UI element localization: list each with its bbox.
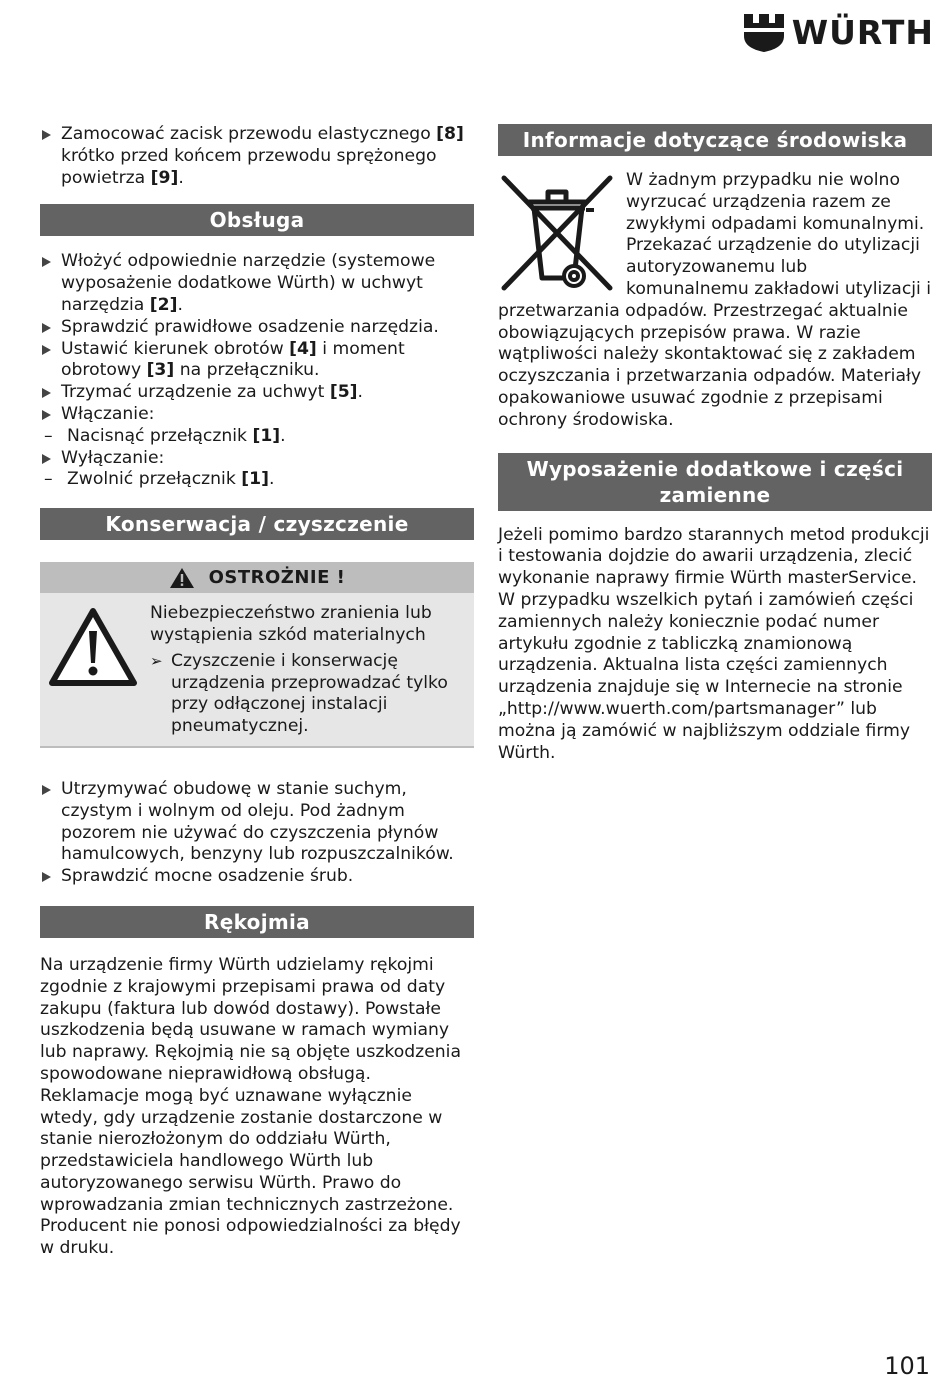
wyposazenie-text: Jeżeli pomimo bardzo starannych metod produkcji i testowania dojdzie do awarii urządzenia, zlecić wykonanie naprawy firmie Würth masterService. W przypadku wszelkich pytań i zamówień części zamiennych należy koniecznie podać numer artykułu zgodnie z tabliczką znamionową urządzenia. Aktualna lista części zamiennych urządzenia znajduje się w Internecie na stronie „http://www.wuerth.com/partsmanager” lub można ją zamówić w najbliższym oddziale firmy Würth. <box>498 524 930 763</box>
warning-triangle-small-icon <box>169 567 195 589</box>
warning-box <box>40 562 474 748</box>
list-item: Wyłączanie: <box>40 448 474 470</box>
warning-sub-item: ➢ Czyszczenie i konserwację urządzenia przeprowadzać tylko przy odłączonej instalacji pneumatycznej. <box>150 651 468 738</box>
environment-text: W żadnym przypadku nie wolno wyrzucać urządzenia razem ze zwykłymi odpadami komunalnymi. Przekazać urządzenie do utylizacji autoryzowanemu lub komunalnemu zakładowi utylizacji i przetwarzania odpadów. Przestrzegać aktualnie obowiązujących przepisów prawa. W razie wątpliwości należy skontaktować się z zakładem oczyszczania i przetwarzania odpadów. Materiały opakowaniowe usuwać zgodnie z przepisami ochrony środowiska. <box>498 170 932 430</box>
brand-name: WÜRTH <box>791 12 934 52</box>
left-column <box>40 124 474 1260</box>
list-item: – Nacisnąć przełącznik [1]. <box>40 426 474 448</box>
warning-content <box>150 603 468 738</box>
rekojmia-paragraph-2: Producent nie ponosi odpowiedzialności za błędy w druku. <box>40 1216 461 1259</box>
section-heading-obsluga: Obsługa <box>40 204 474 236</box>
list-item: Sprawdzić mocne osadzenie śrub. <box>40 866 474 888</box>
section-heading-srodowisko: Informacje dotyczące środowiska <box>498 124 932 156</box>
section-heading-wyposazenie: Wyposażenie dodatkowe i części zamienne <box>498 453 932 511</box>
intro-list <box>40 124 474 189</box>
warning-title-bar <box>40 562 474 593</box>
list-item: Sprawdzić prawidłowe osadzenie narzędzia. <box>40 317 474 339</box>
list-item: – Zwolnić przełącznik [1]. <box>40 469 474 491</box>
warning-body <box>40 593 474 746</box>
warning-text: Niebezpieczeństwo zranienia lub wystąpienia szkód materialnych <box>150 603 432 645</box>
wurth-emblem-icon <box>744 12 784 52</box>
list-item: Utrzymywać obudowę w stanie suchym, czystym i wolnym od oleju. Pod żadnym pozorem nie używać do czyszczenia płynów hamulcowych, benzyny lub rozpuszczalników. <box>40 779 474 866</box>
konserwacja-list <box>40 779 474 888</box>
rekojmia-paragraph: Na urządzenie firmy Würth udzielamy rękojmi zgodnie z krajowymi przepisami prawa od daty zakupu (faktura lub dowód dostawy). Powstałe uszkodzenia będą usuwane w ramach wymiany lub naprawy. Rękojmią nie są objęte uszkodzenia spowodowane nieprawidłową obsługą. Reklamacje mogą być uznawane wyłącznie wtedy, gdy urządzenie zostanie dostarczone w stanie nierozłożonym do oddziału Würth, przedstawiciela handlowego Würth lub autoryzowanego serwisu Würth. Prawo do wprowadzania zmian technicznych zastrzeżone. <box>40 954 461 1215</box>
list-item: Włożyć odpowiednie narzędzie (systemowe wyposażenie dodatkowe Würth) w uchwyt narzędzia [2]. <box>40 251 474 316</box>
environment-block <box>498 170 932 432</box>
list-item: Trzymać urządzenie za uchwyt [5]. <box>40 382 474 404</box>
section-heading-konserwacja: Konserwacja / czyszczenie <box>40 508 474 540</box>
warning-icon-container <box>48 603 140 738</box>
list-item: Włączanie: <box>40 404 474 426</box>
warning-triangle-icon <box>48 607 138 687</box>
list-item: Ustawić kierunek obrotów [4] i moment obrotowy [3] na przełączniku. <box>40 339 474 383</box>
page-number: 101 <box>884 1352 930 1380</box>
warning-title: OSTROŻNIE ! <box>208 567 346 589</box>
list-item: Zamocować zacisk przewodu elastycznego [8] krótko przed końcem przewodu sprężonego powietrza [9]. <box>40 124 474 189</box>
obsluga-list <box>40 251 474 491</box>
section-heading-rekojmia: Rękojmia <box>40 906 474 938</box>
wurth-logo <box>744 12 934 52</box>
crossed-out-wheelie-bin-icon <box>498 174 616 296</box>
right-column <box>498 124 932 764</box>
